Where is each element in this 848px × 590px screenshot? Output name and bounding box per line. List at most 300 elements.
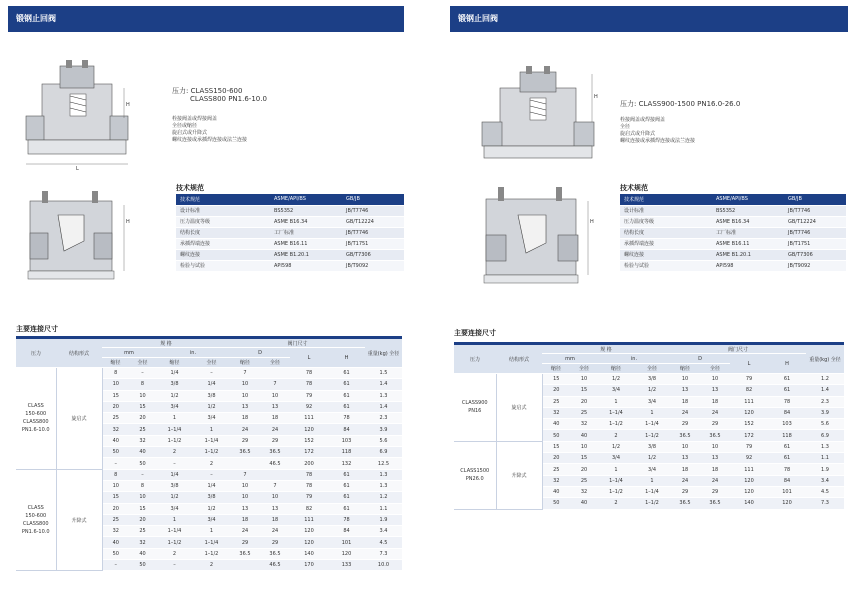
table-cell: – — [102, 458, 129, 469]
table-cell: 2 — [156, 548, 193, 559]
table-cell: 1/4 — [156, 469, 193, 480]
feature-list — [172, 116, 247, 144]
table-cell: 120 — [290, 537, 328, 548]
table-cell: 84 — [328, 526, 365, 537]
table-cell: 18 — [260, 413, 290, 424]
table-cell: 1.4 — [365, 401, 402, 412]
table-cell: 2.3 — [365, 413, 402, 424]
table-cell: 29 — [230, 537, 260, 548]
table-cell: 61 — [768, 374, 806, 385]
table-cell: 1.1 — [806, 453, 844, 464]
table-cell: 3/8 — [156, 480, 193, 491]
table-cell: 78 — [328, 413, 365, 424]
table-cell: 29 — [260, 435, 290, 446]
table-cell: 61 — [328, 480, 365, 491]
table-cell: 61 — [328, 492, 365, 503]
table-cell: 61 — [328, 379, 365, 390]
table-cell: 15 — [129, 503, 156, 514]
table-cell: 36.5 — [260, 548, 290, 559]
table-cell: 103 — [328, 435, 365, 446]
table-cell: – — [156, 458, 193, 469]
table-cell: 1/2 — [598, 374, 634, 385]
table-cell: 29 — [230, 435, 260, 446]
table-cell: 61 — [328, 401, 365, 412]
table-cell: 18 — [700, 464, 730, 475]
table-cell: 84 — [768, 407, 806, 418]
table-cell: 50 — [102, 548, 129, 559]
table-cell: 1.5 — [365, 368, 402, 379]
table-cell: 18 — [670, 464, 700, 475]
table-cell: 13 — [670, 385, 700, 396]
table-cell: 10 — [260, 390, 290, 401]
table-cell: 1/2 — [634, 385, 670, 396]
table-cell: 10 — [230, 480, 260, 491]
table-cell: – — [102, 560, 129, 571]
table-cell: 1.1 — [365, 503, 402, 514]
table-cell: 10 — [260, 492, 290, 503]
table-cell: 18 — [230, 413, 260, 424]
table-cell: 1/4 — [193, 480, 230, 491]
table-row — [454, 374, 844, 385]
table-cell: 1–1/4 — [193, 435, 230, 446]
table-cell: 84 — [768, 475, 806, 486]
structure-type-cell: 升降式 — [496, 441, 542, 509]
table-cell: 20 — [129, 413, 156, 424]
table-cell: 29 — [700, 419, 730, 430]
table-cell: 61 — [328, 469, 365, 480]
table-cell: 1/2 — [193, 503, 230, 514]
table-cell: 50 — [542, 430, 570, 441]
table-cell: – — [193, 469, 230, 480]
table-cell: 118 — [768, 430, 806, 441]
table-cell: 40 — [542, 486, 570, 497]
table-cell: 1 — [634, 407, 670, 418]
table-cell: 20 — [542, 453, 570, 464]
table-cell: 25 — [102, 413, 129, 424]
table-cell: 2 — [598, 430, 634, 441]
table-cell: 10 — [230, 390, 260, 401]
table-cell: 24 — [700, 407, 730, 418]
table-cell: 15 — [129, 401, 156, 412]
table-cell: 20 — [570, 464, 598, 475]
table-cell: 1.3 — [365, 469, 402, 480]
table-cell: 152 — [290, 435, 328, 446]
table-cell: 1 — [156, 514, 193, 525]
table-cell: 36.5 — [700, 498, 730, 509]
table-cell: 1/2 — [634, 453, 670, 464]
table-cell: 61 — [768, 385, 806, 396]
table-cell: 1–1/4 — [156, 424, 193, 435]
table-cell: 36.5 — [230, 548, 260, 559]
table-cell: – — [129, 469, 156, 480]
table-cell: 40 — [570, 498, 598, 509]
lift-check-valve-section-drawing — [480, 183, 606, 293]
table-cell: 3/8 — [634, 441, 670, 452]
table-cell: 29 — [700, 486, 730, 497]
table-cell: 92 — [730, 453, 768, 464]
table-cell: 1–1/2 — [193, 447, 230, 458]
table-cell: 120 — [730, 486, 768, 497]
table-cell: 92 — [290, 401, 328, 412]
table-cell: 7 — [260, 480, 290, 491]
table-cell: 46.5 — [260, 458, 290, 469]
table-cell: 40 — [570, 430, 598, 441]
table-cell: 20 — [102, 503, 129, 514]
table-cell: 3/4 — [193, 514, 230, 525]
table-cell: 36.5 — [260, 447, 290, 458]
table-cell: 78 — [290, 379, 328, 390]
table-cell: 18 — [230, 514, 260, 525]
page-title: 锻钢止回阀 — [16, 14, 56, 23]
table-cell: 13 — [700, 453, 730, 464]
table-cell: 140 — [290, 548, 328, 559]
table-cell: 1/2 — [598, 441, 634, 452]
table-cell: 3/8 — [193, 390, 230, 401]
table-cell: 10 — [102, 480, 129, 491]
table-cell: 50 — [129, 560, 156, 571]
table-cell: 29 — [670, 419, 700, 430]
table-cell: 15 — [570, 385, 598, 396]
table-row — [16, 469, 402, 480]
table-cell: 1.4 — [365, 379, 402, 390]
table-cell: 3/8 — [156, 379, 193, 390]
table-cell: 78 — [328, 514, 365, 525]
table-cell: 61 — [328, 368, 365, 379]
table-cell: 140 — [730, 498, 768, 509]
table-cell: 18 — [700, 396, 730, 407]
table-cell: 32 — [570, 419, 598, 430]
table-cell: 3/4 — [598, 385, 634, 396]
table-cell: 24 — [230, 424, 260, 435]
table-row — [454, 441, 844, 452]
table-cell: 3/4 — [156, 401, 193, 412]
table-cell: 40 — [102, 537, 129, 548]
table-cell: 13 — [260, 401, 290, 412]
table-cell: 10.0 — [365, 560, 402, 571]
table-cell: 1–1/2 — [634, 498, 670, 509]
swing-check-valve-section-drawing — [476, 66, 606, 171]
table-cell: 10 — [102, 379, 129, 390]
table-cell: 15 — [542, 374, 570, 385]
table-cell: 61 — [768, 453, 806, 464]
table-cell: 1–1/2 — [598, 419, 634, 430]
table-cell: 1/2 — [193, 401, 230, 412]
table-cell: 40 — [129, 447, 156, 458]
table-cell: 118 — [328, 447, 365, 458]
table-cell: 29 — [670, 486, 700, 497]
table-cell: 61 — [328, 503, 365, 514]
table-cell: 10 — [700, 374, 730, 385]
table-cell: 36.5 — [700, 430, 730, 441]
table-cell: 1–1/2 — [193, 548, 230, 559]
table-cell: – — [129, 368, 156, 379]
table-cell: 78 — [768, 396, 806, 407]
table-cell: 15 — [102, 390, 129, 401]
table-cell: 1–1/4 — [193, 537, 230, 548]
table-cell: 79 — [290, 390, 328, 401]
table-cell: 101 — [768, 486, 806, 497]
table-cell: 120 — [730, 407, 768, 418]
table-cell: 3.9 — [806, 407, 844, 418]
table-cell: 15 — [570, 453, 598, 464]
table-cell: 1 — [598, 396, 634, 407]
table-cell: 120 — [768, 498, 806, 509]
table-cell: 170 — [290, 560, 328, 571]
table-cell: 15 — [102, 492, 129, 503]
table-cell: 24 — [670, 407, 700, 418]
table-cell: 50 — [542, 498, 570, 509]
table-cell: 1.3 — [365, 480, 402, 491]
table-cell: 2 — [156, 447, 193, 458]
table-cell: 24 — [260, 424, 290, 435]
feature-item: 螺纹连接或承插焊连接或法兰连接 — [620, 138, 696, 144]
table-cell: 10 — [129, 492, 156, 503]
left-page — [0, 0, 410, 590]
table-cell: – — [156, 560, 193, 571]
table-cell: 152 — [730, 419, 768, 430]
pressure-class-cell: CLASS1500 PN26.0 — [454, 441, 496, 509]
table-cell: 1/4 — [156, 368, 193, 379]
table-cell: 46.5 — [260, 560, 290, 571]
table-cell: 2 — [598, 498, 634, 509]
table-cell: 1–1/2 — [634, 430, 670, 441]
table-cell: 1 — [193, 526, 230, 537]
table-cell: 50 — [129, 458, 156, 469]
table-cell: 20 — [129, 514, 156, 525]
table-cell: 10 — [670, 441, 700, 452]
feature-item: 旋启式或升降式 — [620, 131, 656, 137]
svg-text:H: H — [126, 219, 130, 225]
table-cell: 7 — [230, 469, 260, 480]
table-cell — [260, 469, 290, 480]
table-cell: 24 — [670, 475, 700, 486]
feature-item: 全径 — [620, 124, 631, 130]
table-cell: 3/4 — [634, 464, 670, 475]
table-cell: 120 — [290, 526, 328, 537]
table-cell: 5.6 — [806, 419, 844, 430]
dimension-table: 压力 结构形式 规 格 阀门尺寸 重量(kg) 全径 mm in. D L H 缩径 全径 缩径 全径 缩径 全径 CLASS 150-600 CLASS800 PN1.6-10.0 旋启式 8 – 1/4 – 7 78 61 1.5 10 8 3/8 1/4 10 7 78 61 1.4 15 10 1/2 3/8 10 10 79 61 1.3 20 15 3/4 1/2 13 13 92 61 1.4 25 20 1 3/4 18 18 111 78 2.3 32 25 1–1/4 1 24 24 120 84 3.9 40 32 1–1/2 1–1/4 29 29 152 103 5.6 50 40 2 1–1/2 36.5 36.5 172 118 6.9 – 50 – 2 46.5 200 132 12.5 CLASS 150-600 CLASS800 PN1.6-10.0 升降式 8 – 1/4 – 7 78 61 1.3 10 8 3/8 1/4 10 7 78 61 1.3 15 10 1/2 3/8 10 10 79 61 1.2 20 15 3/4 1/2 13 13 82 61 1.1 25 20 1 3/4 18 18 111 78 1.9 32 25 1–1/4 1 24 24 120 84 3.4 40 32 1–1/2 1–1/4 29 29 120 101 4.5 50 40 2 1–1/2 36.5 36.5 140 120 7.3 – 50 – 2 46.5 170 133 10.0 — [16, 336, 402, 571]
table-cell: 4.5 — [365, 537, 402, 548]
table-cell: 1 — [193, 424, 230, 435]
table-cell: 13 — [230, 401, 260, 412]
table-cell: 25 — [102, 514, 129, 525]
table-cell: 2.3 — [806, 396, 844, 407]
table-cell: 32 — [542, 407, 570, 418]
structure-type-cell: 旋启式 — [56, 368, 102, 470]
table-cell: – — [193, 368, 230, 379]
table-cell: 1.4 — [806, 385, 844, 396]
table-cell: 7 — [260, 379, 290, 390]
table-cell: 24 — [230, 526, 260, 537]
table-cell: 78 — [290, 480, 328, 491]
pressure-class-cell: CLASS 150-600 CLASS800 PN1.6-10.0 — [16, 469, 56, 571]
table-cell: 36.5 — [670, 498, 700, 509]
table-cell: 36.5 — [230, 447, 260, 458]
lift-check-valve-section-drawing — [24, 185, 144, 290]
table-cell: 1–1/2 — [156, 537, 193, 548]
table-cell: 1/2 — [156, 390, 193, 401]
table-cell: 3.4 — [806, 475, 844, 486]
table-cell: 82 — [730, 385, 768, 396]
table-cell: 82 — [290, 503, 328, 514]
table-cell: 1–1/4 — [598, 475, 634, 486]
table-cell: 10 — [570, 374, 598, 385]
spec-table: 技术规范 ASME/API/BS GB/JB 设计标准 BS5352 JB/T7746 压力温度等级 ASME B16.34 GB/T12224 结构长度 工厂标准 JB/T7746 承插焊端连接 ASME B16.11 JB/T1751 螺纹连接 ASME B1.20.1 GB/T7306 检验与试验 API598 JB/T9092 — [176, 194, 404, 272]
table-cell: 32 — [102, 526, 129, 537]
table-cell: 6.9 — [365, 447, 402, 458]
table-cell: 40 — [102, 435, 129, 446]
table-cell: 3/4 — [634, 396, 670, 407]
right-page — [438, 0, 848, 590]
table-cell: 10 — [230, 492, 260, 503]
structure-type-cell: 升降式 — [56, 469, 102, 571]
table-row — [16, 368, 402, 379]
table-cell: 32 — [570, 486, 598, 497]
spec-table: 技术规范 ASME/API/BS GB/JB 设计标准 BS5352 JB/T7746 压力温度等级 ASME B16.34 GB/T12224 结构长度 工厂标准 JB/T7746 承插焊端连接 ASME B16.11 JB/T1751 螺纹连接 ASME B1.20.1 GB/T7306 检验与试验 API598 JB/T9092 — [620, 194, 846, 272]
table-cell: 18 — [260, 514, 290, 525]
table-cell: 3/8 — [193, 492, 230, 503]
pressure-rating: 压力: CLASS900-1500 PN16.0-26.0 — [620, 100, 741, 108]
table-cell: 172 — [730, 430, 768, 441]
table-cell: 132 — [328, 458, 365, 469]
table-cell: 3/4 — [193, 413, 230, 424]
table-cell: 10 — [570, 441, 598, 452]
table-cell: 5.6 — [365, 435, 402, 446]
feature-item: 旋启式或升降式 — [172, 130, 208, 136]
table-cell: 1.9 — [806, 464, 844, 475]
table-cell: 1–1/4 — [634, 419, 670, 430]
table-cell: 84 — [328, 424, 365, 435]
svg-text:H: H — [590, 219, 594, 225]
table-cell: 40 — [129, 548, 156, 559]
table-cell — [230, 560, 260, 571]
pressure-class-cell: CLASS900 PN16 — [454, 374, 496, 442]
table-cell: 1.3 — [365, 390, 402, 401]
table-cell: 101 — [328, 537, 365, 548]
table-cell: 32 — [542, 475, 570, 486]
table-cell: 36.5 — [670, 430, 700, 441]
feature-item: 全径或缩径 — [172, 123, 198, 129]
table-cell: 79 — [730, 374, 768, 385]
svg-text:H: H — [594, 94, 598, 100]
table-cell: 1.9 — [365, 514, 402, 525]
feature-item: 螺纹连接或承插焊连接或法兰连接 — [172, 137, 248, 143]
feature-item: 栓接阀盖或焊接阀盖 — [172, 116, 218, 122]
table-cell: 61 — [328, 390, 365, 401]
table-cell: 13 — [260, 503, 290, 514]
table-cell: 1/2 — [156, 492, 193, 503]
table-cell: 61 — [768, 441, 806, 452]
spec-title: 技术规范 — [620, 184, 648, 192]
table-cell: 7.3 — [365, 548, 402, 559]
table-cell: 1 — [598, 464, 634, 475]
table-cell: 4.5 — [806, 486, 844, 497]
table-cell: 13 — [670, 453, 700, 464]
table-cell: 7.3 — [806, 498, 844, 509]
table-cell: 24 — [700, 475, 730, 486]
table-cell: 78 — [768, 464, 806, 475]
table-cell: 103 — [768, 419, 806, 430]
table-cell: 172 — [290, 447, 328, 458]
table-cell: 79 — [730, 441, 768, 452]
table-cell: 3.9 — [365, 424, 402, 435]
page-header — [450, 6, 848, 32]
pressure-rating: 压力: CLASS150-600 CLASS800 PN1.6-10.0 — [172, 87, 267, 103]
table-cell: 13 — [700, 385, 730, 396]
table-cell: 25 — [542, 464, 570, 475]
table-cell: 32 — [129, 435, 156, 446]
table-cell: 6.9 — [806, 430, 844, 441]
table-cell: 3/4 — [598, 453, 634, 464]
table-cell: 78 — [290, 469, 328, 480]
table-cell: 111 — [290, 514, 328, 525]
table-cell: 1.2 — [806, 374, 844, 385]
table-cell: 10 — [670, 374, 700, 385]
table-cell: 3/8 — [634, 374, 670, 385]
table-cell: 1 — [634, 475, 670, 486]
table-cell: 1–1/4 — [156, 526, 193, 537]
table-cell: 40 — [542, 419, 570, 430]
table-cell: 1–1/2 — [598, 486, 634, 497]
table-cell: 78 — [290, 368, 328, 379]
table-cell: 111 — [730, 396, 768, 407]
table-cell — [230, 458, 260, 469]
table-cell: 15 — [542, 441, 570, 452]
table-cell: 10 — [230, 379, 260, 390]
table-cell: 10 — [700, 441, 730, 452]
dimension-table: 压力 结构形式 规 格 阀门尺寸 重量(kg) 全径 mm in. D L H 缩径 全径 缩径 全径 缩径 全径 CLASS900 PN16 旋启式 15 10 1/2 3/8 10 10 79 61 1.2 20 15 3/4 1/2 13 13 82 61 1.4 25 20 1 3/4 18 18 111 78 2.3 32 25 1–1/4 1 24 24 120 84 3.9 40 32 1–1/2 1–1/4 29 29 152 103 5.6 50 40 2 1–1/2 36.5 36.5 172 118 6.9 CLASS1500 PN26.0 升降式 15 10 1/2 3/8 10 10 79 61 1.3 20 15 3/4 1/2 13 13 92 61 1.1 25 20 1 3/4 18 18 111 78 1.9 32 25 1–1/4 1 24 24 120 84 3.4 40 32 1–1/2 1–1/4 29 29 120 101 4.5 50 40 2 1–1/2 36.5 36.5 140 120 7.3 — [454, 342, 844, 510]
swing-check-valve-section-drawing — [20, 58, 140, 173]
table-cell: 7 — [230, 368, 260, 379]
table-cell: 10 — [129, 390, 156, 401]
structure-type-cell: 旋启式 — [496, 374, 542, 442]
table-cell: 3.4 — [365, 526, 402, 537]
table-cell: 18 — [670, 396, 700, 407]
table-cell — [260, 368, 290, 379]
table-cell: 133 — [328, 560, 365, 571]
table-cell: 24 — [260, 526, 290, 537]
table-cell: 32 — [102, 424, 129, 435]
table-cell: 20 — [102, 401, 129, 412]
feature-item: 栓接阀盖或焊接阀盖 — [620, 117, 666, 123]
svg-text:H: H — [126, 102, 130, 108]
table-cell: 120 — [730, 475, 768, 486]
table-cell: 120 — [328, 548, 365, 559]
table-cell: 25 — [542, 396, 570, 407]
table-cell: 8 — [129, 480, 156, 491]
table-cell: 25 — [570, 407, 598, 418]
table-cell: 8 — [129, 379, 156, 390]
table-cell: 1 — [156, 413, 193, 424]
table-cell: 111 — [730, 464, 768, 475]
table-cell: 12.5 — [365, 458, 402, 469]
table-cell: 8 — [102, 368, 129, 379]
table-cell: 29 — [260, 537, 290, 548]
table-cell: 1/4 — [193, 379, 230, 390]
pressure-class-cell: CLASS 150-600 CLASS800 PN1.6-10.0 — [16, 368, 56, 470]
table-cell: 20 — [542, 385, 570, 396]
table-cell: 1–1/4 — [634, 486, 670, 497]
table-cell: 1.2 — [365, 492, 402, 503]
table-cell: 1.3 — [806, 441, 844, 452]
table-cell: 25 — [129, 424, 156, 435]
table-cell: 111 — [290, 413, 328, 424]
page-header — [8, 6, 404, 32]
table-cell: 120 — [290, 424, 328, 435]
page-title: 锻钢止回阀 — [458, 14, 498, 23]
table-cell: 8 — [102, 469, 129, 480]
spec-title: 技术规范 — [176, 184, 204, 192]
